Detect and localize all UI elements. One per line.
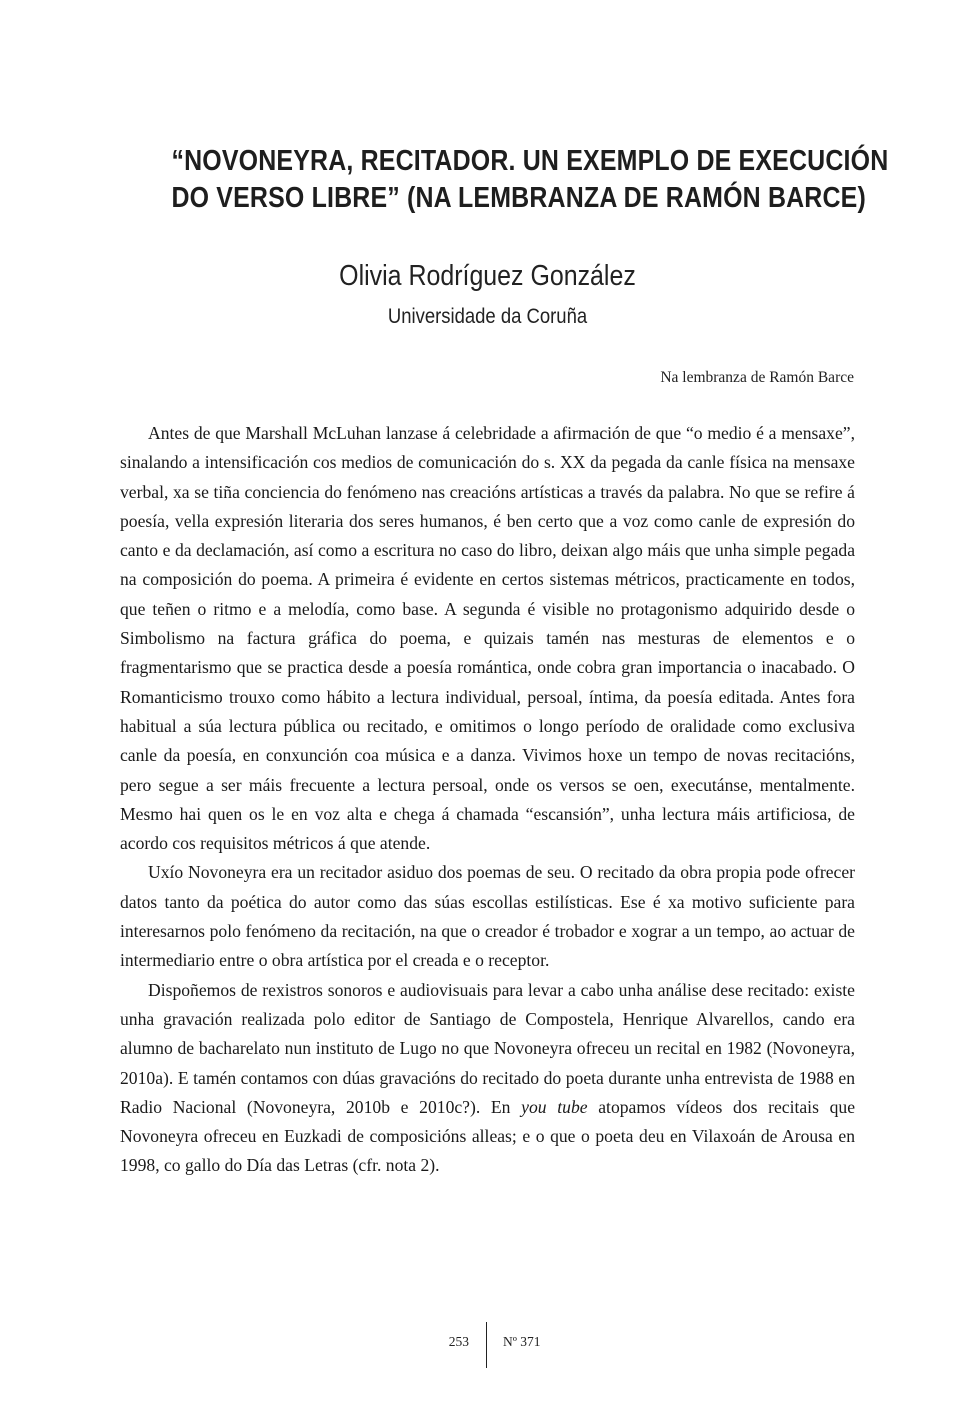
article-title-line-2: DO VERSO LIBRE” (NA LEMBRANZA DE RAMÓN BARCE)	[171, 182, 866, 214]
paragraph-3-text-start: Dispoñemos de rexistros sonoros e audiovisuais para levar a cabo unha análise dese recitado: existe unha gravación realizada polo editor de Santiago de Compostela, Henrique Alvarellos, cando era alumno de bacharelato nun instituto de Lugo no que Novoneyra ofreceu un recital en 1982 (Novoneyra, 2010a). E tamén contamos con dúas gravacións do recitado do poeta durante unha entrevista de 1988 en Radio Nacional (Novoneyra, 2010b e 2010c?). En	[120, 979, 855, 1117]
issue-number: Nº 371	[503, 1334, 541, 1349]
paragraph-3-emphasis: you tube	[521, 1096, 588, 1117]
page-footer	[0, 1322, 975, 1370]
article-title	[171, 143, 889, 217]
article-title-line-1: “NOVONEYRA, RECITADOR. UN EXEMPLO DE EXECUCIÓN	[171, 145, 889, 177]
paragraph-2: Uxío Novoneyra era un recitador asiduo dos poemas de seu. O recitado da obra propia pode ofrecer datos tanto da poética do autor como das súas escollas estilísticas. Ese é xa motivo suficiente para interesarnos polo fenómeno da recitación, na que o creador é trobador e xograr a un tempo, ao actuar de intermediario entre o obra artística por el creada e o receptor.	[120, 862, 855, 971]
paragraph-3	[120, 976, 855, 1181]
paragraph-1: Antes de que Marshall McLuhan lanzase á celebridade a afirmación de que “o medio é a mensaxe”, sinalando a intensificación cos medios de comunicación do s. XX da pegada da canle física na mensaxe verbal, xa se tiña conciencia do fenómeno nas creacións artísticas a través da palabra. No que se refire á poesía, vella expresión literaria dos seres humanos, é ben certo que a voz como canle de expresión do canto e da declamación, así como a escritura no caso do libro, deixan algo máis que unha simple pegada na composición do poema. A primeira é evidente en certos sistemas métricos, practicamente en todos, que teñen o ritmo e a melodía, como base. A segunda é visible no protagonismo adquirido desde o Simbolismo na factura gráfica do poema, e quizais tamén nas mesturas de elementos e o fragmentarismo que se practica desde a poesía romántica, onde cobra gran importancia o inacabado. O Romanticismo trouxo como hábito a lectura individual, persoal, íntima, da poesía editada. Antes fora habitual a súa lectura pública ou recitado, e omitimos o longo período de oralidade como exclusiva canle da poesía, en conxunción coa música e a danza. Vivimos hoxe un tempo de novas recitacións, pero segue a ser máis frecuente a lectura persoal, onde os versos se oen, executánse, mentalmente. Mesmo hai quen os le en voz alta e chega á chamada “escansión”, unha lectura máis artificiosa, de acordo cos requisitos métricos á que atende.	[120, 423, 855, 854]
dedication: Na lembranza de Ramón Barce	[660, 369, 854, 386]
author-affiliation: Universidade da Coruña	[387, 305, 588, 328]
page-number: 253	[448, 1334, 469, 1349]
paragraph-3-text-end: atopamos vídeos dos recitais que Novoneyra ofreceu en Euzkadi de composicións alleas; e o que o poeta deu en Vilaxoán de Arousa en 1998, co gallo do Día das Letras (cfr. nota 2).	[120, 1096, 855, 1176]
footer-divider	[486, 1322, 487, 1368]
author-name: Olivia Rodríguez González	[339, 260, 636, 292]
article-body	[120, 419, 855, 1181]
